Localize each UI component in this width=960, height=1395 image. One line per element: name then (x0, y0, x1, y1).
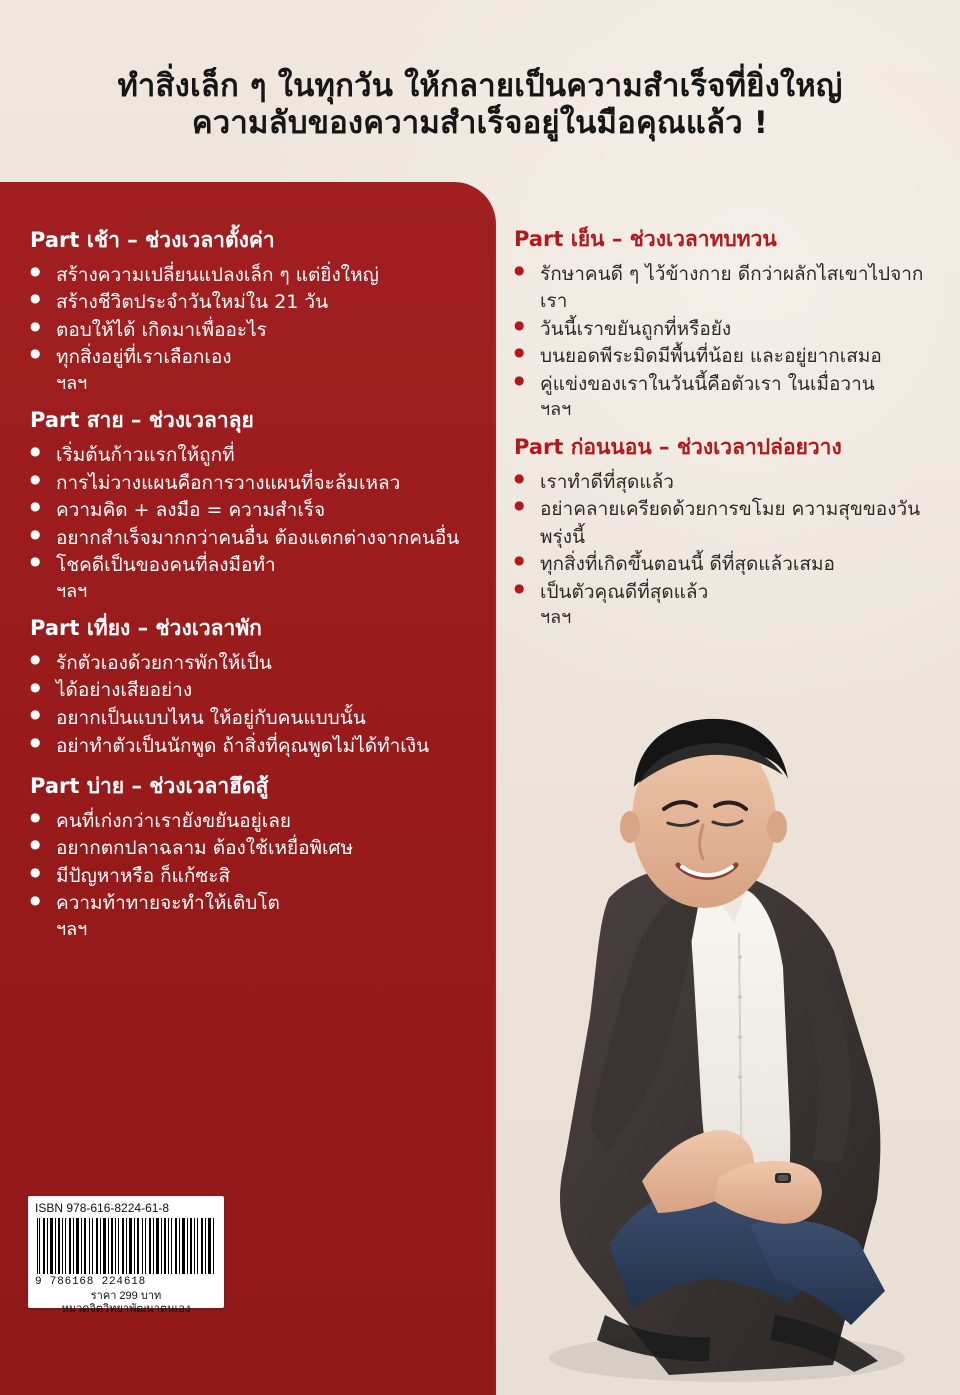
list-item: ● ความคิด + ลงมือ = ความสำเร็จ (30, 497, 478, 525)
section-morning (30, 228, 478, 394)
section-title-morning: Part เช้า – ช่วงเวลาตั้งค่า (30, 228, 275, 252)
price-label: ราคา 299 บาท (90, 1290, 162, 1302)
headline-line-1: ทำสิ่งเล็ก ๆ ในทุกวัน ให้กลายเป็นความสำเร็จที่ยิ่งใหญ่ (117, 68, 843, 104)
etc-text: ฯลฯ (540, 399, 572, 421)
list-item: ● ได้อย่างเสียอย่าง (30, 677, 478, 705)
list-item: ● ทุกสิ่งที่เกิดขึ้นตอนนี้ ดีที่สุดแล้วเสมอ (514, 551, 924, 579)
list-late-morning (30, 442, 478, 580)
section-title-evening: Part เย็น – ช่วงเวลาทบทวน (514, 227, 777, 251)
list-item: ● รักษาคนดี ๆ ไว้ข้างกาย ดีกว่าผลักไสเขาไปจากเรา (514, 261, 924, 316)
section-late-morning (30, 408, 478, 602)
left-content-column (30, 228, 478, 955)
list-item: ● โชคดีเป็นของคนที่ลงมือทำ (30, 552, 478, 580)
section-afternoon (30, 774, 478, 940)
list-item: ● สร้างความเปลี่ยนแปลงเล็ก ๆ แต่ยิ่งใหญ่ (30, 262, 478, 290)
list-morning (30, 262, 478, 372)
section-before-bed (514, 435, 924, 629)
isbn-label: ISBN 978-616-8224-61-8 (35, 1201, 170, 1215)
list-item: ● คู่แข่งของเราในวันนี้คือตัวเรา ในเมื่อวาน (514, 371, 924, 399)
author-portrait (489, 705, 960, 1395)
etc-text: ฯลฯ (540, 607, 572, 629)
list-item: ● ความท้าทายจะทำให้เติบโต (30, 890, 478, 918)
list-item: ● ทุกสิ่งอยู่ที่เราเลือกเอง (30, 344, 478, 372)
list-item: ● อย่าทำตัวเป็นนักพูด ถ้าสิ่งที่คุณพูดไม่ได้ทำเงิน (30, 733, 478, 761)
list-item: ● อยากเป็นแบบไหน ให้อยู่กับคนแบบนั้น (30, 705, 478, 733)
list-item: ● อย่าคลายเครียดด้วยการขโมย ความสุขของวันพรุ่งนี้ (514, 496, 924, 551)
etc-text: ฯลฯ (56, 372, 88, 394)
list-item: ● อยากสำเร็จมากกว่าคนอื่น ต้องแตกต่างจากคนอื่น (30, 525, 478, 553)
list-item: ● อยากตกปลาฉลาม ต้องใช้เหยื่อพิเศษ (30, 835, 478, 863)
author-photo-illustration (489, 705, 960, 1395)
right-content-column (514, 227, 924, 643)
list-item: ● การไม่วางแผนคือการวางแผนที่จะล้มเหลว (30, 470, 478, 498)
list-before-bed (514, 469, 924, 607)
etc-text: ฯลฯ (56, 918, 88, 940)
list-noon (30, 650, 478, 760)
list-item: ● เริ่มต้นก้าวแรกให้ถูกที่ (30, 442, 478, 470)
section-noon (30, 616, 478, 760)
list-item: ● บนยอดพีระมิดมีพื้นที่น้อย และอยู่ยากเสมอ (514, 343, 924, 371)
list-item: ● วันนี้เราขยันถูกที่หรือยัง (514, 316, 924, 344)
section-title-afternoon: Part บ่าย – ช่วงเวลาฮึดสู้ (30, 774, 269, 799)
list-item: ● ตอบให้ได้ เกิดมาเพื่ออะไร (30, 317, 478, 345)
list-item: ● รักตัวเองด้วยการพักให้เป็น (30, 650, 478, 678)
list-evening (514, 261, 924, 399)
etc-text: ฯลฯ (56, 580, 88, 602)
list-item: ● เป็นตัวคุณดีที่สุดแล้ว (514, 579, 924, 607)
category-label: หมวดจิตวิทยาพัฒนาตนเอง (61, 1302, 191, 1315)
list-item: ● มีปัญหาหรือ ก็แก้ซะสิ (30, 863, 478, 891)
section-title-noon: Part เที่ยง – ช่วงเวลาพัก (30, 616, 262, 641)
list-item: ● สร้างชีวิตประจำวันใหม่ใน 21 วัน (30, 289, 478, 317)
barcode-box (28, 1196, 224, 1315)
headline-line-2: ความลับของความสำเร็จอยู่ในมือคุณแล้ว ! (191, 104, 769, 141)
list-afternoon (30, 808, 478, 918)
section-title-before-bed: Part ก่อนนอน – ช่วงเวลาปล่อยวาง (514, 434, 842, 459)
section-evening (514, 227, 924, 421)
headline (42, 68, 918, 141)
barcode-graphic (35, 1218, 217, 1274)
list-item: ● เราทำดีที่สุดแล้ว (514, 469, 924, 497)
barcode-number: 9 786168 224618 (35, 1276, 147, 1288)
list-item: ● คนที่เก่งกว่าเรายังขยันอยู่เลย (30, 808, 478, 836)
section-title-late-morning: Part สาย – ช่วงเวลาลุย (30, 408, 254, 433)
